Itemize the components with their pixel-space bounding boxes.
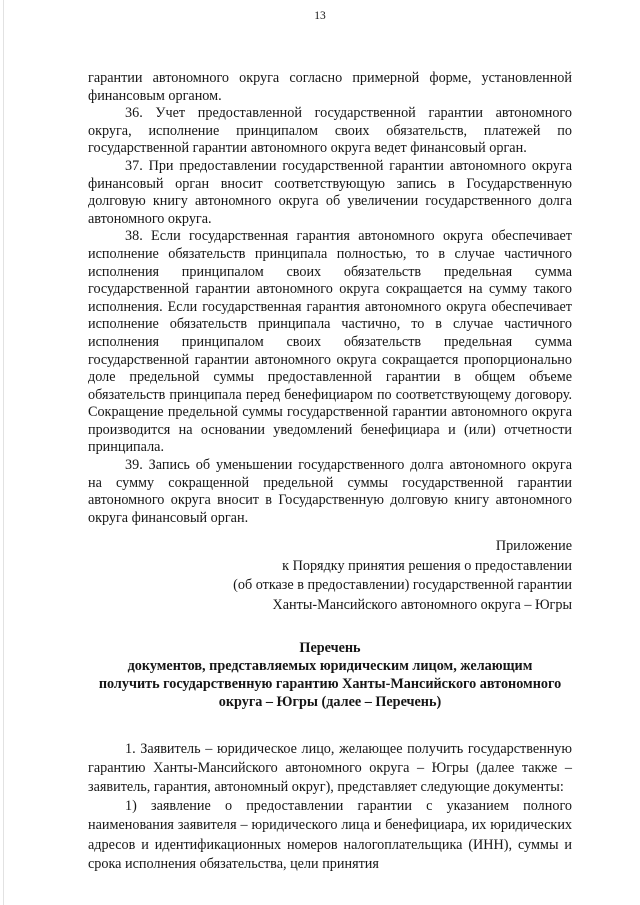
list-subtitle: документов, представляемых юридическим лицом, желающим получить государственную гарантию Ханты-Мансийского автономного округа – Югры (далее – Перечень) <box>98 658 562 710</box>
appendix-line-2: к Порядку принятия решения о предоставлении <box>282 557 572 574</box>
list-body <box>88 740 572 874</box>
paragraph-39: 39. Запись об уменьшении государственного долга автономного округа на сумму сокращенной предельной суммы государственной гарантии автономного округа вносит в Государственную долговую книгу автономного округа финансовый орган. <box>88 457 572 526</box>
list-title: Перечень <box>299 640 361 657</box>
paragraph-36: 36. Учет предоставленной государственной гарантии автономного округа, исполнение принципалом своих обязательств, платежей по государственной гарантии автономного округа ведет финансовый орган. <box>88 105 572 157</box>
scan-edge-line <box>3 0 4 905</box>
document-body <box>88 70 572 874</box>
page-number: 13 <box>314 10 326 22</box>
appendix-line-4: Ханты-Мансийского автономного округа – Югры <box>272 596 572 613</box>
paragraph-continuation: гарантии автономного округа согласно примерной форме, установленной финансовым органом. <box>88 70 572 104</box>
list-title-block <box>88 640 572 711</box>
appendix-line-3: (об отказе в предоставлении) государственной гарантии <box>233 577 572 594</box>
appendix-header <box>88 537 572 615</box>
paragraph-38: 38. Если государственная гарантия автономного округа обеспечивает исполнение обязательств принципала полностью, то в случае частичного исполнения принципалом своих обязательств предельная сумма государственной гарантии автономного округа сокращается на сумму такого исполнения. Если государственная гарантия автономного округа обеспечивает исполнение обязательств принципала частично, то в случае частичного исполнения принципалом своих обязательств предельная сумма государственной гарантии автономного округа сокращается пропорционально доле предельной суммы предоставленной гарантии в общем объеме обязательств принципала перед бенефициаром по соответствующему договору. Сокращение предельной суммы государственной гарантии автономного округа производится на основании уведомлений бенефициара и (или) отчетности принципала. <box>88 228 572 456</box>
list-item-1-1: 1) заявление о предоставлении гарантии с указанием полного наименования заявителя – юридического лица и бенефициара, их юридических адресов и идентификационных номеров налогоплательщика (ИНН), суммы и срока исполнения обязательства, цели принятия <box>88 798 572 872</box>
list-item-1: 1. Заявитель – юридическое лицо, желающее получить государственную гарантию Ханты-Мансийского автономного округа – Югры (далее также – заявитель, гарантия, автономный округ), представляет следующие документы: <box>88 740 572 796</box>
appendix-line-1: Приложение <box>495 538 572 555</box>
paragraph-37: 37. При предоставлении государственной гарантии автономного округа финансовый орган вносит соответствующую запись в Государственную долговую книгу автономного округа об увеличении государственного долга автономного округа. <box>88 157 572 227</box>
